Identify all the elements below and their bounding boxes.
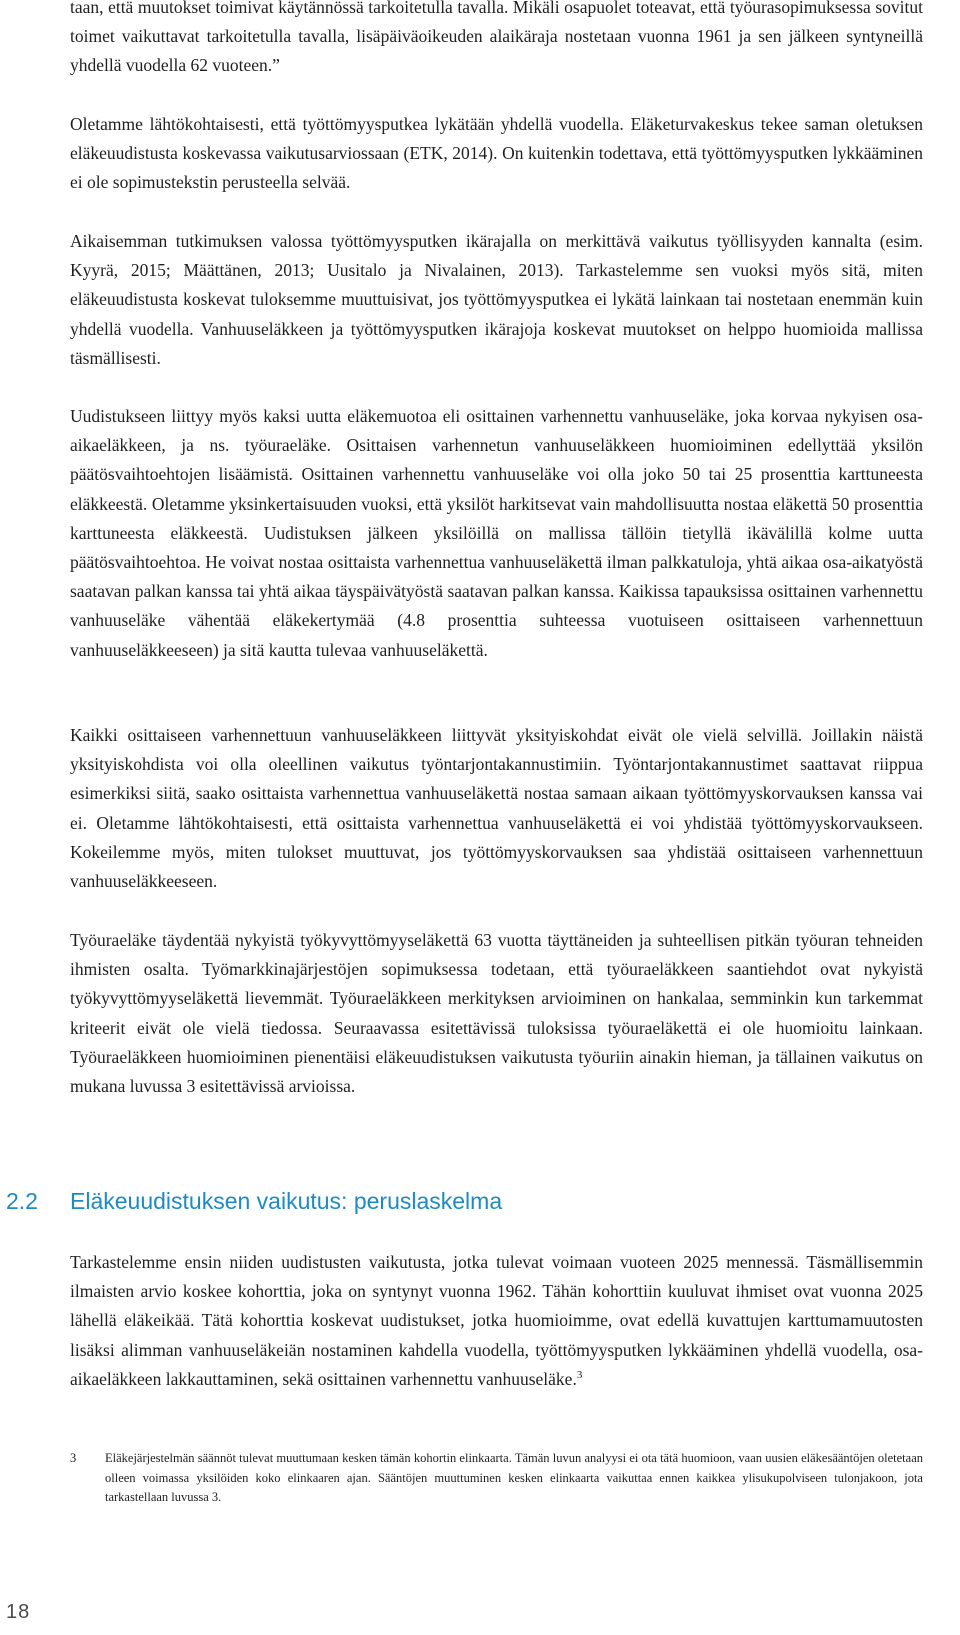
section-number: 2.2 bbox=[6, 1188, 38, 1214]
page-number: 18 bbox=[6, 1601, 31, 1623]
body-paragraph-1: taan, että muutokset toimivat käytännössä tarkoitetulla tavalla. Mikäli osapuolet toteavat, että työurasopimuksessa sovitut toimet vaikuttavat tarkoitetulla tavalla, lisäpäiväoikeuden alaikäraja nostetaan vuonna 1961 ja sen jälkeen syntyneillä yhdellä vuodella 62 vuoteen.” bbox=[70, 0, 923, 76]
body-paragraph-6: Työuraeläke täydentää nykyistä työkyvyttömyyseläkettä 63 vuotta täyttäneiden ja suhteellisen pitkän työuran tehneiden ihmisten osalta. Työmarkkinajärjestöjen sopimuksessa todetaan, että työuraeläkkeen saantiehdot ovat nykyistä työkyvyttömyyseläkettä lievemmät. Työuraeläkkeen merkityksen arvioiminen on hankalaa, semminkin kun tarkemmat kriteerit eivät ole vielä tiedossa. Seuraavassa esitettävissä tuloksissa työuraeläkettä ei ole huomioitu lainkaan. Työuraeläkkeen huomioiminen pienentäisi eläkeuudistuksen vaikutusta työuriin ainakin hieman, ja tällainen vaikutus on mukana luvussa 3 esitettävissä arvioissa. bbox=[70, 930, 923, 1097]
footnote bbox=[70, 1449, 923, 1508]
body-paragraph-2: Oletamme lähtökohtaisesti, että työttömyysputkea lykätään yhdellä vuodella. Eläketurvakeskus tekee saman oletuksen eläkeuudistusta koskevassa vaikutusarviossaan (ETK, 2014). On kuitenkin todettava, että työttömyysputken lykkääminen ei ole sopimustekstin perusteella selvää. bbox=[70, 114, 923, 193]
section-title: Eläkeuudistuksen vaikutus: peruslaskelma bbox=[70, 1188, 503, 1214]
body-paragraph-7 bbox=[70, 1248, 923, 1394]
footnote-text: Eläkejärjestelmän säännöt tulevat muuttumaan kesken tämän kohortin elinkaarta. Tämän luvun analyysi ei ota tätä huomioon, vaan uusien eläkesääntöjen oletetaan olleen voimassa yksilöiden koko elinkaaren ajan. Sääntöjen muuttuminen kesken elinkaarta vaikuttaa ennen kaikkea ylisukupolviseen tulonjakoon, jota tarkastellaan luvussa 3. bbox=[105, 1451, 923, 1504]
body-paragraph-3: Aikaisemman tutkimuksen valossa työttömyysputken ikärajalla on merkittävä vaikutus työllisyyden kannalta (esim. Kyyrä, 2015; Määttänen, 2013; Uusitalo ja Nivalainen, 2013). Tarkastelemme sen vuoksi myös sitä, miten eläkeuudistusta koskevat tuloksemme muuttuisivat, jos työttömyysputkea ei lykätä lainkaan tai nostetaan enemmän kuin yhdellä vuodella. Vanhuuseläkkeen ja työttömyysputken ikärajoja koskevat muutokset on helppo huomioida mallissa täsmällisesti. bbox=[70, 231, 923, 368]
body-paragraph-5: Kaikki osittaiseen varhennettuun vanhuuseläkkeen liittyvät yksityiskohdat eivät ole vielä selvillä. Joillakin näistä yksityiskohdista voi olla oleellinen vaikutus työntarjontakannustimiin. Työntarjontakannustimet saattavat riippua esimerkiksi siitä, saako osittaista varhennettua vanhuuseläkettä nostaa samaan aikaan työttömyyskorvauksen kanssa vai ei. Oletamme lähtökohtaisesti, että osittaista varhennettua vanhuuseläkettä ei voi yhdistää työttömyyskorvaukseen. Kokeilemme myös, miten tulokset muuttuvat, jos työttömyyskorvauksen saa yhdistää osittaiseen varhennettuun vanhuuseläkkeeseen. bbox=[70, 725, 923, 892]
footnote-reference: 3 bbox=[576, 1368, 583, 1381]
body-paragraph-7-text: Tarkastelemme ensin niiden uudistusten vaikutusta, jotka tulevat voimaan vuoteen 2025 mennessä. Täsmällisemmin ilmaisten arvio koskee kohorttia, joka on syntynyt vuonna 1962. Tähän kohorttiin kuuluvat ihmiset ovat vuonna 2025 lähellä eläkeikää. Tätä kohorttia koskevat uudistukset, jotka huomioimme, ovat edellä kuvattujen karttumamuutosten lisäksi alimman vanhuuseläkeiän nostaminen kahdella vuodella, työttömyysputken lykkääminen yhdellä vuodella, osa-aikaeläkkeen lakkauttaminen, sekä osittainen varhennettu vanhuuseläke. bbox=[70, 1252, 923, 1389]
section-heading bbox=[6, 1186, 502, 1216]
body-paragraph-4: Uudistukseen liittyy myös kaksi uutta eläkemuotoa eli osittainen varhennettu vanhuuseläke, joka korvaa nykyisen osa-aikaeläkkeen, ja ns. työuraeläke. Osittaisen varhennetun vanhuuseläkkeen huomioiminen edellyttää yksilön päätösvaihtoehtojen lisäämistä. Osittainen varhennettu vanhuuseläke voi olla joko 50 tai 25 prosenttia karttuneesta eläkkeestä. Oletamme yksinkertaisuuden vuoksi, että yksilöt harkitsevat vain mahdollisuutta nostaa eläkettä 50 prosenttia karttuneesta eläkkeestä. Uudistuksen jälkeen yksilöillä on mallissa tällöin tietyllä ikävälillä kolme uutta päätösvaihtoehtoa. He voivat nostaa osittaista varhennettua vanhuuseläkettä ilman palkkatuloja, yhtä aikaa osa-aikatyöstä saatavan palkan kanssa tai yhtä aikaa täyspäivätyöstä saatavan palkan kanssa. Kaikissa tapauksissa osittainen varhennettu vanhuuseläke vähentää eläkekertymää (4.8 prosenttia suhteessa vuotuiseen osittaiseen varhennettuun vanhuuseläkkeeseen) ja sitä kautta tulevaa vanhuuseläkettä. bbox=[70, 406, 923, 660]
footnote-number: 3 bbox=[70, 1451, 77, 1465]
